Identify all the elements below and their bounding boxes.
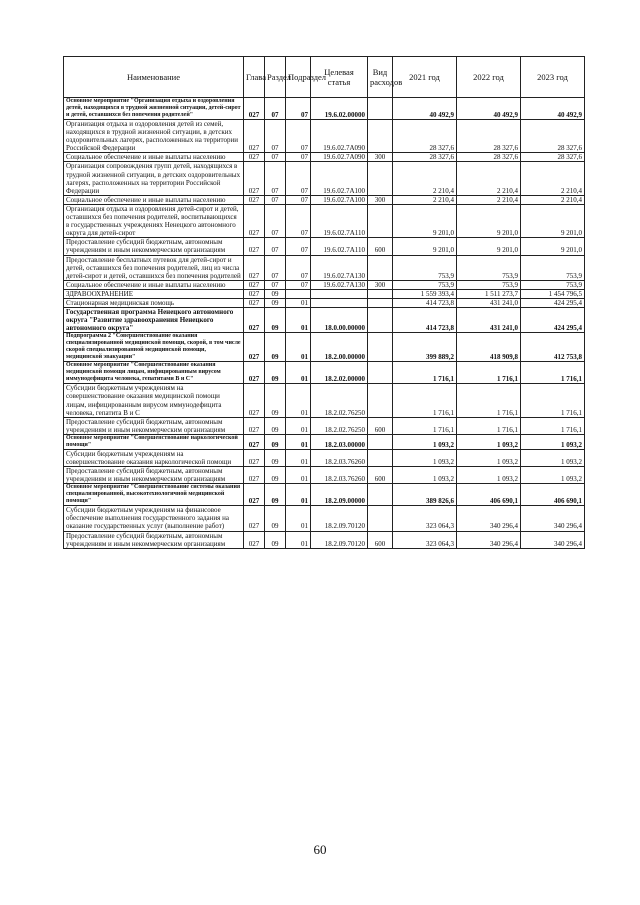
row-expense-type	[368, 289, 393, 298]
row-section: 09	[265, 289, 286, 298]
row-expense-type	[368, 120, 393, 153]
row-section: 09	[265, 449, 286, 466]
row-section: 09	[265, 467, 286, 484]
row-chapter: 027	[244, 280, 265, 289]
row-value-2021: 28 327,6	[393, 120, 457, 153]
header-section: Раздел	[265, 57, 286, 98]
row-expense-type: 300	[368, 195, 393, 204]
budget-table	[63, 56, 585, 549]
row-section: 09	[265, 333, 286, 362]
table-row	[64, 238, 585, 255]
row-name: Субсидии бюджетным учреждениям на финансовое обеспечение выполнения государственного задания на оказание государственных услуг (выполнение работ)	[64, 506, 244, 531]
row-subsection: 01	[286, 467, 311, 484]
row-value-2021: 323 064,3	[393, 531, 457, 548]
row-chapter: 027	[244, 298, 265, 307]
row-chapter: 027	[244, 204, 265, 237]
row-subsection: 07	[286, 280, 311, 289]
row-expense-type	[368, 449, 393, 466]
row-target-article: 18.2.02.76250	[311, 384, 368, 417]
row-target-article: 18.2.03.76260	[311, 467, 368, 484]
row-target-article: 18.2.09.70120	[311, 531, 368, 548]
row-name: Предоставление бесплатных путевок для детей-сирот и детей, оставшихся без попечения родителей, лиц из числа детей-сирот и детей, оставшихся без попечения родителей	[64, 255, 244, 280]
row-chapter: 027	[244, 384, 265, 417]
row-target-article: 18.2.09.70120	[311, 506, 368, 531]
row-subsection: 01	[286, 449, 311, 466]
row-value-2021: 1 093,2	[393, 467, 457, 484]
table-row	[64, 417, 585, 434]
row-value-2021: 414 723,8	[393, 298, 457, 307]
header-year-2021: 2021 год	[393, 57, 457, 98]
row-expense-type	[368, 204, 393, 237]
row-section: 07	[265, 238, 286, 255]
row-name: Организация сопровождения групп детей, находящихся в трудной жизненной ситуации, в детских оздоровительных лагерях, расположенных на территории Российской Федерации	[64, 162, 244, 195]
row-value-2021: 323 064,3	[393, 506, 457, 531]
row-name: Предоставление субсидий бюджетным, автономным учреждениям и иным некоммерческим организациям	[64, 238, 244, 255]
table-row	[64, 204, 585, 237]
row-value-2022: 1 093,2	[457, 449, 521, 466]
row-value-2022: 1 716,1	[457, 417, 521, 434]
row-name: Государственная программа Ненецкого автономного округа "Развитие здравоохранения Ненецкого автономного округа"	[64, 308, 244, 333]
row-value-2022: 406 690,1	[457, 484, 521, 506]
row-value-2021: 1 716,1	[393, 362, 457, 384]
header-subsection: Подраздел	[286, 57, 311, 98]
row-section: 09	[265, 417, 286, 434]
row-chapter: 027	[244, 449, 265, 466]
row-expense-type: 600	[368, 531, 393, 548]
table-row	[64, 162, 585, 195]
row-value-2021: 753,9	[393, 255, 457, 280]
row-chapter: 027	[244, 467, 265, 484]
row-target-article: 19.6.02.7А100	[311, 162, 368, 195]
row-section: 09	[265, 531, 286, 548]
row-value-2021: 1 716,1	[393, 384, 457, 417]
row-value-2023: 40 492,9	[521, 98, 585, 120]
row-chapter: 027	[244, 238, 265, 255]
row-value-2022: 28 327,6	[457, 153, 521, 162]
row-section: 07	[265, 120, 286, 153]
row-expense-type	[368, 162, 393, 195]
table-header-row	[64, 57, 585, 98]
row-subsection: 07	[286, 98, 311, 120]
row-subsection: 01	[286, 506, 311, 531]
row-target-article: 19.6.02.7А110	[311, 204, 368, 237]
row-value-2022: 340 296,4	[457, 531, 521, 548]
row-section: 07	[265, 98, 286, 120]
row-name: Предоставление субсидий бюджетным, автономным учреждениям и иным некоммерческим организациям	[64, 467, 244, 484]
row-name: ЗДРАВООХРАНЕНИЕ	[64, 289, 244, 298]
row-target-article: 18.2.02.76250	[311, 417, 368, 434]
table-row	[64, 153, 585, 162]
header-target-article: Целевая статья	[311, 57, 368, 98]
table-row	[64, 120, 585, 153]
table-row	[64, 362, 585, 384]
row-section: 07	[265, 255, 286, 280]
row-chapter: 027	[244, 434, 265, 449]
row-chapter: 027	[244, 417, 265, 434]
row-chapter: 027	[244, 289, 265, 298]
row-value-2022: 1 716,1	[457, 362, 521, 384]
row-section: 09	[265, 506, 286, 531]
row-name: Субсидии бюджетным учреждениям на совершенствование оказания медицинской помощи лицам, инфицированным вирусом иммунодефицита человека, гепатита В и С	[64, 384, 244, 417]
row-subsection: 01	[286, 434, 311, 449]
row-value-2023: 424 295,4	[521, 308, 585, 333]
table-row	[64, 280, 585, 289]
row-value-2021: 9 201,0	[393, 238, 457, 255]
row-value-2022: 418 909,8	[457, 333, 521, 362]
row-subsection: 07	[286, 153, 311, 162]
table-row	[64, 384, 585, 417]
row-chapter: 027	[244, 308, 265, 333]
row-target-article: 19.6.02.00000	[311, 98, 368, 120]
row-value-2021: 28 327,6	[393, 153, 457, 162]
row-chapter: 027	[244, 506, 265, 531]
row-subsection: 01	[286, 308, 311, 333]
row-subsection: 01	[286, 298, 311, 307]
row-value-2023: 9 201,0	[521, 204, 585, 237]
row-name: Основное мероприятие "Совершенствование оказания медицинской помощи лицам, инфицированным вирусом иммунодефицита человека, гепатитами В и С"	[64, 362, 244, 384]
row-expense-type	[368, 506, 393, 531]
row-name: Социальное обеспечение и иные выплаты населению	[64, 195, 244, 204]
row-chapter: 027	[244, 362, 265, 384]
row-value-2023: 1 716,1	[521, 362, 585, 384]
row-value-2022: 2 210,4	[457, 162, 521, 195]
row-value-2023: 2 210,4	[521, 195, 585, 204]
row-value-2023: 406 690,1	[521, 484, 585, 506]
table-row	[64, 308, 585, 333]
row-value-2023: 340 296,4	[521, 531, 585, 548]
row-value-2021: 399 889,2	[393, 333, 457, 362]
row-subsection: 07	[286, 162, 311, 195]
row-chapter: 027	[244, 195, 265, 204]
row-value-2023: 9 201,0	[521, 238, 585, 255]
row-value-2021: 40 492,9	[393, 98, 457, 120]
table-row	[64, 484, 585, 506]
row-value-2023: 1 093,2	[521, 449, 585, 466]
row-subsection: 01	[286, 417, 311, 434]
row-value-2022: 1 093,2	[457, 467, 521, 484]
table-row	[64, 333, 585, 362]
row-chapter: 027	[244, 531, 265, 548]
row-value-2022: 431 241,0	[457, 298, 521, 307]
row-name: Социальное обеспечение и иные выплаты населению	[64, 280, 244, 289]
row-name: Социальное обеспечение и иные выплаты населению	[64, 153, 244, 162]
row-target-article: 18.2.09.00000	[311, 484, 368, 506]
row-section: 07	[265, 162, 286, 195]
row-value-2021: 2 210,4	[393, 162, 457, 195]
row-name: Основное мероприятие "Совершенствование системы оказания специализированной, высокотехнологичной медицинской помощи"	[64, 484, 244, 506]
row-value-2021: 9 201,0	[393, 204, 457, 237]
row-subsection	[286, 289, 311, 298]
row-expense-type: 600	[368, 238, 393, 255]
row-chapter: 027	[244, 120, 265, 153]
row-expense-type	[368, 484, 393, 506]
row-name: Предоставление субсидий бюджетным, автономным учреждениям и иным некоммерческим организациям	[64, 417, 244, 434]
row-chapter: 027	[244, 153, 265, 162]
row-chapter: 027	[244, 255, 265, 280]
row-section: 07	[265, 195, 286, 204]
row-value-2023: 28 327,6	[521, 120, 585, 153]
row-section: 07	[265, 153, 286, 162]
header-chapter: Глава	[244, 57, 265, 98]
row-name: Основное мероприятие "Совершенствование наркологической помощи"	[64, 434, 244, 449]
row-section: 09	[265, 308, 286, 333]
row-value-2021: 2 210,4	[393, 195, 457, 204]
row-name: Организация отдыха и оздоровления детей-сирот и детей, оставшихся без попечения родителей, воспитывающихся в государственных учреждениях Ненецкого автономного округа для детей-сирот	[64, 204, 244, 237]
row-expense-type	[368, 98, 393, 120]
table-row	[64, 195, 585, 204]
row-value-2022: 1 511 273,7	[457, 289, 521, 298]
table-row	[64, 298, 585, 307]
row-name: Предоставление субсидий бюджетным, автономным учреждениям и иным некоммерческим организациям	[64, 531, 244, 548]
row-value-2023: 1 716,1	[521, 417, 585, 434]
row-value-2022: 1 093,2	[457, 434, 521, 449]
row-name: Субсидии бюджетным учреждениям на совершенствование оказания наркологической помощи	[64, 449, 244, 466]
table-row	[64, 467, 585, 484]
table-row	[64, 449, 585, 466]
row-section: 09	[265, 484, 286, 506]
row-expense-type	[368, 333, 393, 362]
row-name: Стационарная медицинская помощь	[64, 298, 244, 307]
row-value-2023: 753,9	[521, 255, 585, 280]
table-row	[64, 506, 585, 531]
row-value-2023: 1 093,2	[521, 434, 585, 449]
row-expense-type: 300	[368, 280, 393, 289]
row-section: 09	[265, 434, 286, 449]
page-number: 60	[313, 842, 327, 857]
row-subsection: 01	[286, 362, 311, 384]
table-body	[64, 98, 585, 549]
row-expense-type	[368, 384, 393, 417]
row-value-2023: 28 327,6	[521, 153, 585, 162]
row-chapter: 027	[244, 162, 265, 195]
row-value-2022: 753,9	[457, 280, 521, 289]
row-value-2022: 28 327,6	[457, 120, 521, 153]
header-year-2023: 2023 год	[521, 57, 585, 98]
row-section: 07	[265, 204, 286, 237]
table-row	[64, 98, 585, 120]
header-expense-type: Вид расходов	[368, 57, 393, 98]
row-value-2023: 2 210,4	[521, 162, 585, 195]
row-chapter: 027	[244, 484, 265, 506]
row-value-2022: 1 716,1	[457, 384, 521, 417]
row-value-2022: 753,9	[457, 255, 521, 280]
row-target-article: 18.0.00.00000	[311, 308, 368, 333]
row-value-2021: 389 826,6	[393, 484, 457, 506]
row-target-article	[311, 298, 368, 307]
row-value-2021: 1 093,2	[393, 434, 457, 449]
row-target-article: 18.2.02.00000	[311, 362, 368, 384]
row-value-2022: 340 296,4	[457, 506, 521, 531]
row-value-2022: 9 201,0	[457, 238, 521, 255]
row-target-article: 19.6.02.7А130	[311, 280, 368, 289]
row-expense-type	[368, 434, 393, 449]
row-expense-type	[368, 255, 393, 280]
row-value-2021: 1 559 393,4	[393, 289, 457, 298]
row-section: 07	[265, 280, 286, 289]
row-subsection: 07	[286, 238, 311, 255]
row-subsection: 07	[286, 120, 311, 153]
row-target-article: 19.6.02.7А130	[311, 255, 368, 280]
row-expense-type: 600	[368, 417, 393, 434]
row-subsection: 07	[286, 255, 311, 280]
row-name: Подпрограмма 2 "Совершенствование оказания специализированной медицинской помощи, скорой, в том числе скорой специализированной медицинской помощи, медицинской эвакуации"	[64, 333, 244, 362]
row-subsection: 07	[286, 204, 311, 237]
row-target-article: 19.6.02.7А100	[311, 195, 368, 204]
row-value-2023: 1 454 796,5	[521, 289, 585, 298]
row-section: 09	[265, 362, 286, 384]
row-target-article: 18.2.03.00000	[311, 434, 368, 449]
row-section: 09	[265, 384, 286, 417]
row-value-2023: 1 093,2	[521, 467, 585, 484]
row-name: Организация отдыха и оздоровления детей из семей, находящихся в трудной жизненной ситуации, в детских оздоровительных лагерях, расположенных на территории Российской Федерации	[64, 120, 244, 153]
row-value-2022: 431 241,0	[457, 308, 521, 333]
row-value-2021: 1 093,2	[393, 449, 457, 466]
row-name: Основное мероприятие "Организация отдыха и оздоровления детей, находящихся в трудной жизненной ситуации, детей-сирот и детей, оставшихся без попечения родителей"	[64, 98, 244, 120]
row-value-2022: 2 210,4	[457, 195, 521, 204]
row-chapter: 027	[244, 333, 265, 362]
row-value-2021: 753,9	[393, 280, 457, 289]
row-subsection: 01	[286, 333, 311, 362]
table-row	[64, 289, 585, 298]
row-value-2023: 424 295,4	[521, 298, 585, 307]
row-value-2022: 40 492,9	[457, 98, 521, 120]
row-chapter: 027	[244, 98, 265, 120]
table-row	[64, 531, 585, 548]
header-year-2022: 2022 год	[457, 57, 521, 98]
row-expense-type	[368, 362, 393, 384]
row-value-2023: 340 296,4	[521, 506, 585, 531]
row-expense-type	[368, 298, 393, 307]
row-subsection: 01	[286, 384, 311, 417]
table-row	[64, 434, 585, 449]
row-subsection: 01	[286, 484, 311, 506]
row-value-2023: 412 753,8	[521, 333, 585, 362]
row-value-2023: 1 716,1	[521, 384, 585, 417]
row-value-2021: 414 723,8	[393, 308, 457, 333]
row-value-2021: 1 716,1	[393, 417, 457, 434]
row-subsection: 07	[286, 195, 311, 204]
row-target-article: 19.6.02.7А110	[311, 238, 368, 255]
row-section: 09	[265, 298, 286, 307]
header-name: Наименование	[64, 57, 244, 98]
row-target-article: 19.6.02.7А090	[311, 120, 368, 153]
row-target-article: 18.2.03.76260	[311, 449, 368, 466]
table-row	[64, 255, 585, 280]
row-expense-type: 600	[368, 467, 393, 484]
row-target-article: 18.2.00.00000	[311, 333, 368, 362]
row-expense-type: 300	[368, 153, 393, 162]
row-target-article: 19.6.02.7А090	[311, 153, 368, 162]
row-value-2022: 9 201,0	[457, 204, 521, 237]
row-expense-type	[368, 308, 393, 333]
row-target-article	[311, 289, 368, 298]
row-subsection: 01	[286, 531, 311, 548]
row-value-2023: 753,9	[521, 280, 585, 289]
